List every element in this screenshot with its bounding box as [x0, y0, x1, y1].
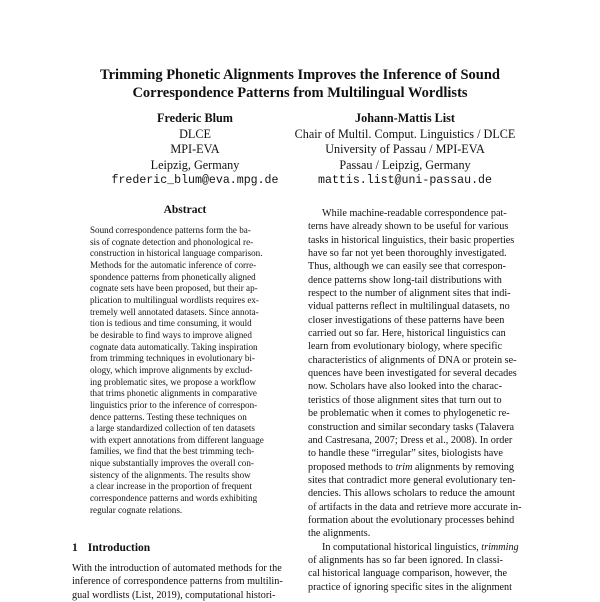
text-line: be desirable to find ways to improve aligned	[90, 329, 252, 340]
text-line: terns have already shown to be useful for various	[308, 221, 509, 233]
text-line: gual wordlists (List, 2019), computational histori-	[72, 589, 276, 601]
text-line: learn from evolutionary biology, where specific	[308, 341, 502, 353]
text-line: cal historical language comparison, however, the	[308, 568, 508, 580]
abstract-heading: Abstract	[163, 204, 207, 216]
text-line: from trimming techniques in evolutionary bi-	[90, 353, 255, 364]
text-line: While machine-readable correspondence pat-	[322, 208, 507, 219]
text-line: inference of correspondence patterns from multilin-	[72, 576, 283, 588]
text-line: the alignments.	[308, 528, 371, 540]
author-affiliation: University of Passau / MPI-EVA	[325, 142, 485, 157]
section-heading-introduction	[72, 542, 150, 554]
author-affiliation: MPI-EVA	[170, 142, 220, 157]
text-line: dence patterns. Testing these techniques on	[90, 411, 247, 422]
text-line: With the introduction of automated methods for the	[72, 563, 282, 574]
text-line: sistency of the alignments. The results show	[90, 469, 251, 480]
text-line: correspondence patterns and words exhibiting	[90, 493, 258, 504]
author-email[interactable]: mattis.list@uni-passau.de	[318, 174, 492, 188]
text-line: Sound correspondence patterns form the ba-	[90, 225, 251, 235]
text-line: In computational historical linguistics, trimming	[322, 541, 519, 553]
author-location: Leipzig, Germany	[150, 157, 240, 172]
text-line: Thus, although we can easily see that correspon-	[308, 261, 507, 273]
text-line: characteristics of alignments of DNA or protein se-	[308, 354, 517, 366]
text-line: plication to multilingual wordlists requires ex-	[90, 294, 259, 305]
author-name: Johann-Mattis List	[355, 111, 455, 125]
text-line: tasks in historical linguistics, their basic properties	[308, 234, 515, 246]
author-block-2	[280, 111, 530, 189]
text-line: a clear increase in the proportion of frequent	[90, 481, 252, 492]
text-line: construction in historical language comparison.	[90, 248, 263, 259]
author-name: Frederic Blum	[157, 111, 233, 125]
text-line: tion is tedious and time consuming, it would	[90, 318, 252, 329]
text-line: proposed methods to trim alignments by removing	[308, 461, 514, 473]
author-email[interactable]: frederic_blum@eva.mpg.de	[111, 174, 279, 188]
text-line: with expert annotations from different language	[90, 434, 264, 445]
text-line: and Castresana, 2007; Dress et al., 2008). In order	[308, 434, 513, 446]
text-line: cognate sets have been proposed, but their ap-	[90, 283, 258, 294]
text-line: quences have been investigated for several decades	[308, 368, 517, 380]
text-line: nique substantially improves the overall con-	[90, 458, 254, 469]
text-line: construction and similar secondary tasks (Talavera	[308, 421, 515, 433]
text-line: regular cognate relations.	[90, 504, 183, 515]
text-line: of artifacts in the data and retrieve more accurate in-	[308, 501, 522, 513]
paragraph	[308, 541, 533, 594]
abstract-body	[90, 225, 276, 516]
text-line: formation about the evolutionary processes behind	[308, 514, 515, 526]
text-line: respect to the number of alignment sites that indi-	[308, 288, 511, 300]
text-line: practice of ignoring specific sites in the alignment	[308, 581, 512, 593]
paper-title	[60, 66, 540, 102]
text-line: linguistics prior to the inference of correspon-	[90, 399, 258, 410]
text-line: be problematic when it comes to phylogenetic re-	[308, 408, 510, 420]
author-affiliation: Chair of Multil. Comput. Linguistics / DLCE	[294, 126, 516, 141]
text-line: cognate data automatically. Taking inspiration	[90, 341, 258, 352]
text-line: ology, which improve alignments by exclud-	[90, 364, 253, 375]
text-line: families, we find that the best trimming tech-	[90, 446, 255, 457]
author-location: Passau / Leipzig, Germany	[339, 157, 471, 172]
text-line: vidual patterns reflect in multilingual datasets, no	[308, 301, 510, 313]
section-number: 1	[72, 542, 78, 554]
text-line: a large standardized collection of ten datasets	[90, 423, 255, 434]
text-line: sites that contradict more general evolutionary ten-	[308, 474, 516, 486]
section-title: Introduction	[87, 542, 151, 554]
text-line: to handle these “irregular” sites, biologists have	[308, 448, 503, 460]
introduction-body	[72, 562, 302, 602]
text-line: tremely well annotated datasets. Since annota-	[90, 306, 259, 317]
text-line: have so far not yet been thoroughly investigated.	[308, 248, 507, 260]
text-line: that trims phonetic alignments in comparative	[90, 388, 257, 399]
text-line: spondence patterns from phonetically aligned	[90, 271, 256, 282]
paragraph	[308, 207, 533, 541]
text-line: dencies. This allows scholars to reduce the amount	[308, 488, 515, 500]
text-line: of alignments has so far been ignored. In classi-	[308, 554, 503, 566]
author-affiliation: DLCE	[179, 126, 211, 141]
text-line: carried out so far. Here, historical linguistics can	[308, 328, 506, 340]
title-line-2: Correspondence Patterns from Multilingual Wordlists	[132, 85, 468, 101]
text-line: ing problematic sites, we propose a workflow	[90, 376, 256, 387]
right-column-body	[308, 207, 533, 594]
text-line: sis of cognate detection and phonological re-	[90, 236, 254, 247]
text-line: Methods for the automatic inference of corre-	[90, 259, 257, 270]
text-line: closer investigations of these patterns have been	[308, 314, 505, 326]
text-line: teristics of those alignment sites that turn out to	[308, 394, 502, 406]
title-line-1: Trimming Phonetic Alignments Improves the Inference of Sound	[100, 67, 500, 83]
author-block-1	[85, 111, 305, 189]
text-line: now. Scholars have also looked into the charac-	[308, 381, 502, 393]
text-line: dence patterns show long-tail distributions with	[308, 274, 502, 286]
